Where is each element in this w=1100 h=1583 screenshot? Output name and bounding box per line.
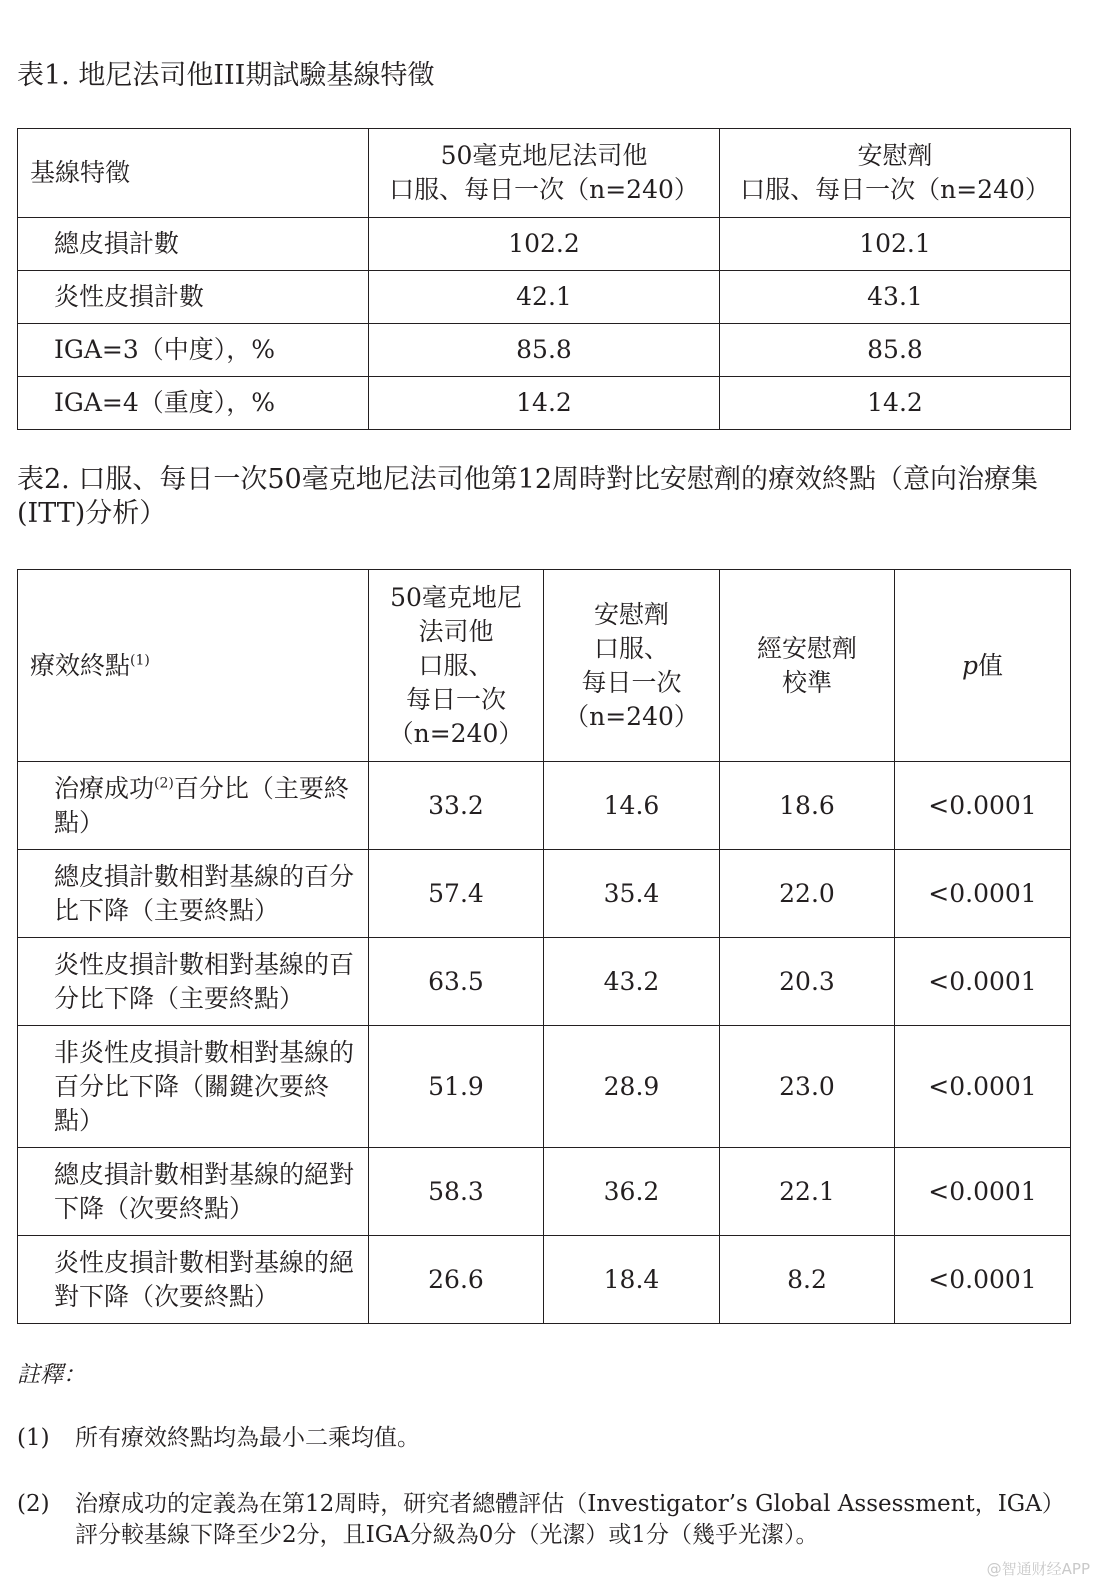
efficacy-table [17,569,1071,1324]
row-label: 總皮損計數相對基線的百分比下降（主要終點） [18,850,369,938]
header-line: 口服、 [418,650,494,680]
footnote-text: 治療成功的定義為在第12周時，研究者總體評估（Investigator’s Global Assessment，IGA）評分較基線下降至少2分，且IGA分級為0分（光潔）或1分（幾乎光潔）。 [75,1491,1065,1548]
table-row [18,850,1071,938]
table-header-row [18,129,1071,218]
footnote-number: (2) [17,1491,50,1517]
cell-p-value: <0.0001 [895,850,1071,938]
cell-drug: 14.2 [369,377,720,430]
header-placebo-group [544,570,720,762]
table-row [18,324,1071,377]
footnote-number: (1) [17,1425,50,1451]
cell-placebo: 28.9 [544,1026,720,1148]
cell-placebo: 43.2 [544,938,720,1026]
header-placebo-line1: 安慰劑 [857,141,933,170]
header-line: 安慰劑 [593,599,669,629]
cell-drug: 102.2 [369,218,720,271]
cell-p-value: <0.0001 [895,938,1071,1026]
baseline-table [17,128,1071,430]
row-label: 非炎性皮損計數相對基線的百分比下降（關鍵次要終點） [18,1026,369,1148]
row-label: 總皮損計數 [18,218,369,271]
cell-adjusted: 23.0 [720,1026,895,1148]
row-label-text: 百分比（主要終點） [54,773,349,837]
cell-placebo: 43.1 [720,271,1071,324]
row-label-text: 治療成功 [54,773,155,803]
cell-adjusted: 8.2 [720,1236,895,1324]
watermark: @智通财经APP [986,1560,1090,1578]
header-endpoint-label: 療效終點 [30,650,131,680]
row-label: 炎性皮損計數相對基線的百分比下降（主要終點） [18,938,369,1026]
header-endpoint [18,570,369,762]
header-line: 經安慰劑 [756,633,857,663]
p-symbol: p [961,650,978,680]
row-label: IGA=3（中度），% [18,324,369,377]
cell-drug: 33.2 [369,762,544,850]
cell-p-value: <0.0001 [895,1236,1071,1324]
cell-adjusted: 22.1 [720,1148,895,1236]
table1-caption: 表1. 地尼法司他III期試驗基線特徵 [17,60,435,91]
cell-adjusted: 22.0 [720,850,895,938]
footnote-ref: (1) [130,652,150,669]
cell-p-value: <0.0001 [895,1148,1071,1236]
table-row [18,271,1071,324]
cell-drug: 63.5 [369,938,544,1026]
cell-drug: 51.9 [369,1026,544,1148]
header-placebo-adjusted [720,570,895,762]
header-line: 口服、 [593,633,669,663]
table-row [18,762,1071,850]
cell-drug: 26.6 [369,1236,544,1324]
cell-placebo: 14.6 [544,762,720,850]
cell-placebo: 85.8 [720,324,1071,377]
header-drug-group [369,570,544,762]
cell-placebo: 102.1 [720,218,1071,271]
notes-title: 註釋： [17,1362,86,1388]
header-p-value [895,570,1071,762]
header-placebo-line2: 口服、每日一次（n=240） [740,175,1050,204]
cell-drug: 42.1 [369,271,720,324]
header-characteristic: 基線特徵 [18,129,369,218]
header-line: 每日一次 [405,684,506,714]
footnote-text: 所有療效終點均為最小二乘均值。 [75,1425,420,1451]
header-drug-line2: 口服、每日一次（n=240） [389,175,699,204]
cell-drug: 58.3 [369,1148,544,1236]
cell-placebo: 18.4 [544,1236,720,1324]
table-row [18,377,1071,430]
cell-placebo: 35.4 [544,850,720,938]
header-line: 每日一次 [581,667,682,697]
row-label: 炎性皮損計數相對基線的絕對下降（次要終點） [18,1236,369,1324]
table-row [18,938,1071,1026]
cell-p-value: <0.0001 [895,762,1071,850]
table-row [18,1148,1071,1236]
header-line: 50毫克地尼 [390,582,522,612]
header-drug-group [369,129,720,218]
table-row [18,1026,1071,1148]
header-placebo-group [720,129,1071,218]
footnote-ref: (2) [154,775,174,792]
p-value-label: 值 [978,650,1004,680]
table-row [18,218,1071,271]
row-label: 總皮損計數相對基線的絕對下降（次要終點） [18,1148,369,1236]
header-drug-line1: 50毫克地尼法司他 [440,141,648,170]
row-label: 炎性皮損計數 [18,271,369,324]
cell-placebo: 36.2 [544,1148,720,1236]
cell-drug: 85.8 [369,324,720,377]
cell-placebo: 14.2 [720,377,1071,430]
header-line: 校準 [781,667,832,697]
table-header-row [18,570,1071,762]
table-row [18,1236,1071,1324]
row-label [18,762,369,850]
cell-p-value: <0.0001 [895,1026,1071,1148]
cell-adjusted: 18.6 [720,762,895,850]
header-line: （n=240） [564,701,699,731]
cell-drug: 57.4 [369,850,544,938]
table2-caption: 表2. 口服、每日一次50毫克地尼法司他第12周時對比安慰劑的療效終點（意向治療集(ITT)分析） [17,464,1039,529]
header-line: （n=240） [388,718,524,748]
header-line: 法司他 [418,616,494,646]
row-label: IGA=4（重度），% [18,377,369,430]
cell-adjusted: 20.3 [720,938,895,1026]
